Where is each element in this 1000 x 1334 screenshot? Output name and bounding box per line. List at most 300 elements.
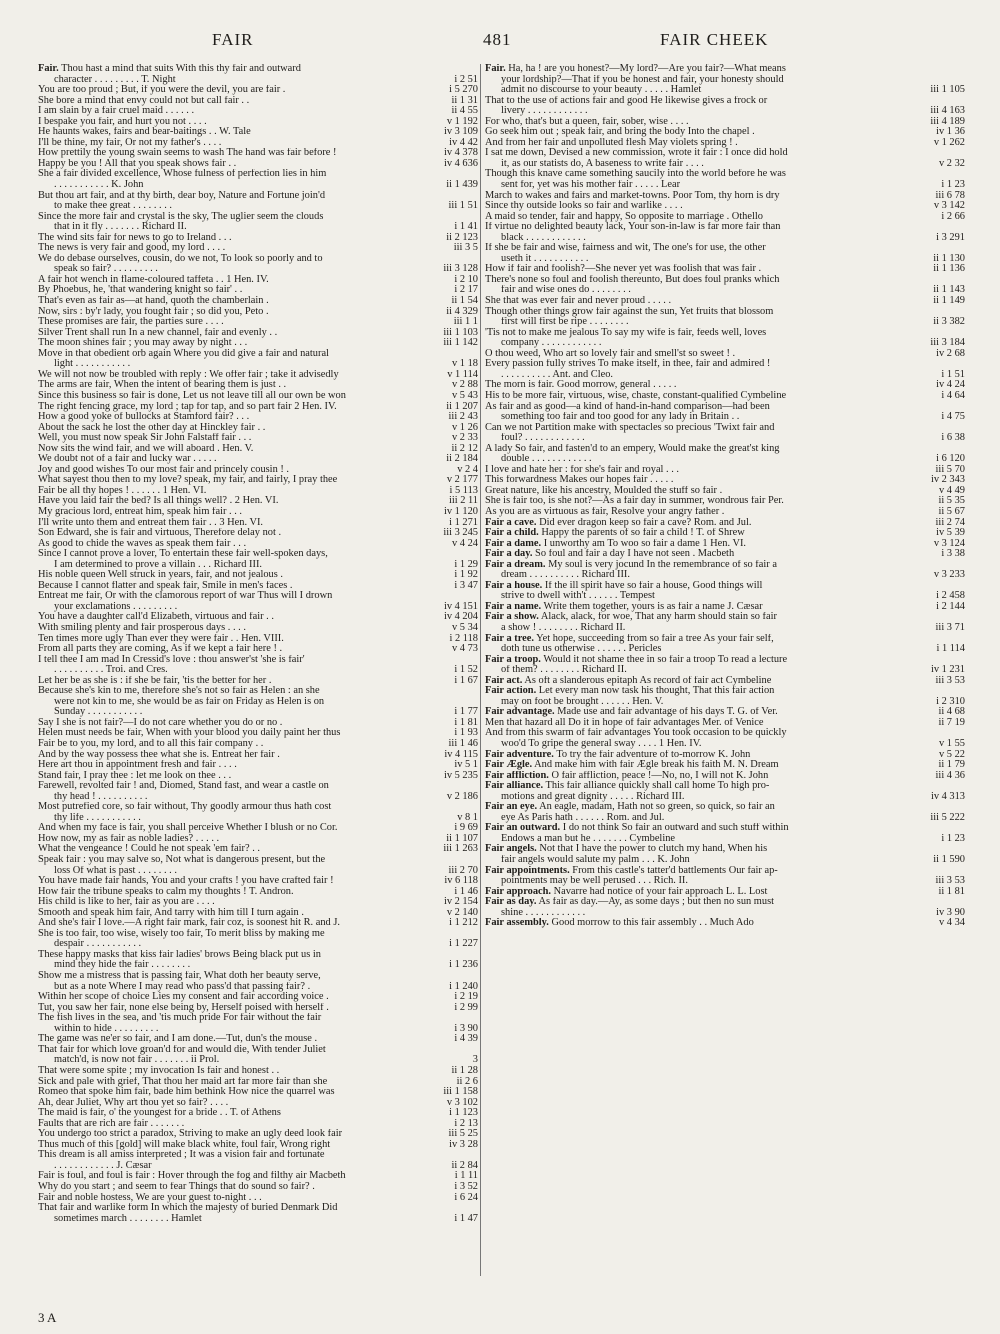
entry-text [38,834,442,845]
entry-text [38,307,442,318]
reference: iv 4 24 [936,379,965,391]
reference: v 4 34 [939,917,965,929]
entry-line [38,64,478,75]
quotation: From all parts they are coming, As if we kept a fair here ! . [38,644,283,655]
reference: iii 4 163 [930,105,965,117]
entry-text [38,1013,474,1024]
entry-line [485,781,965,792]
quotation: If the ill spirit have so fair a house, Good things will [544,580,763,591]
entry-line [38,254,478,265]
entry-text [485,307,961,318]
entry-line [485,539,965,550]
entry-text [38,328,439,339]
entry-line [485,602,965,613]
headword: Fair. [38,64,59,74]
entry-text [38,876,440,887]
entry-line [38,1034,478,1045]
entry-text [38,1150,474,1161]
entry-text [38,739,445,750]
reference [961,64,965,75]
entry-text [485,338,926,349]
reference: iii 3 53 [935,875,965,887]
entry-text [38,1087,439,1098]
quotation: of them? . . . . . . . . Richard II. [501,665,627,676]
quotation: The game was ne'er so fair, and I am done.—Tut, dun's the mouse . [38,1034,318,1045]
entry-line [485,222,965,233]
quotation: O fair affliction, peace !—No, no, I will not K. John [551,770,769,781]
reference: i 1 227 [449,938,478,950]
quotation: to make thee great . . . . . . . . [54,201,173,212]
entry-line [38,971,478,982]
quotation: He haunts wakes, fairs and bear-baitings . . W. Tale [38,127,251,138]
entry-text [38,1003,450,1014]
entry-line [485,465,965,476]
quotation: Fair be all thy hopes ! . . . . . . 1 Hen. VI. [38,485,207,496]
reference: v 3 124 [933,537,965,549]
entry-line [38,792,478,803]
columns [0,64,1000,1274]
quotation: O thou weed, Who art so lovely fair and smell'st so sweet ! . [485,348,736,359]
quotation: character . . . . . . . . . T. Night [54,74,176,85]
entry-line [38,169,478,180]
entry-text [38,106,447,117]
quotation: Now, sirs : by'r lady, you fought fair ; so did you, Peto . [38,306,269,317]
entry-text [38,560,450,571]
reference: ii 1 590 [933,854,965,866]
reference: v 4 73 [452,643,478,655]
quotation: She bore a mind that envy could not but call fair . . [38,95,250,106]
entry-line [485,739,965,750]
entry-line [38,591,478,602]
quotation: but as a note Where I may read who pass'd that passing fair? . [54,981,311,992]
entry-text [485,823,961,834]
reference: i 6 38 [941,432,965,444]
entry-line [38,718,478,729]
quotation: mind they hide the fair . . . . . . . . [54,960,191,971]
reference: iv 1 36 [936,126,965,138]
reference: i 1 67 [454,674,478,686]
entry-line [38,918,478,929]
quotation: Since this business so fair is done, Let us not leave till all our own be won [38,390,346,401]
entry-text [38,1108,445,1119]
reference: ii 1 136 [933,263,965,275]
headword: Fair a tree. [485,633,534,644]
quotation: Tut, you saw her fair, none else being by, Herself poised with herself . [38,1002,329,1013]
entry-line [485,117,965,128]
entry-line [38,191,478,202]
entry-line [38,908,478,919]
reference: i 1 23 [941,179,965,191]
entry-text [485,454,932,465]
entry-text [38,528,439,539]
entry-line [485,275,965,286]
reference: i 9 69 [454,822,478,834]
entry-line [38,1024,478,1035]
entry-line [485,496,965,507]
entry-line [485,191,965,202]
quotation: Fair and noble hostess, We are your guest to-night . . . [38,1192,262,1203]
quotation: foul? . . . . . . . . . . . . [501,433,585,444]
reference: iii 2 43 [448,411,478,423]
entry-text [485,370,937,381]
reference: iii 2 70 [448,864,478,876]
left-column [38,64,478,1224]
entry-line [485,728,965,739]
reference: i 6 120 [936,453,965,465]
reference: iv 3 90 [936,906,965,918]
entry-line [38,370,478,381]
entry-text [38,950,474,961]
quotation: Fair be to you, my lord, and to all this fair company . . [38,739,264,749]
entry-line [485,317,965,328]
entry-line [38,823,478,834]
entry-line [485,475,965,486]
entry-line [38,781,478,792]
entry-line [38,1055,478,1066]
reference: iii 3 53 [935,674,965,686]
entry-text [485,676,932,687]
entry-line [485,96,965,107]
quotation: Ah, dear Juliet, Why art thou yet so fair? . . . . [38,1097,229,1108]
entry-line [38,760,478,771]
headword: Fair alliance. [485,781,544,792]
entry-text [38,1214,450,1225]
reference: i 1 46 [454,885,478,897]
entry-text [485,254,929,265]
entry-text [38,750,440,761]
entry-text [38,254,474,265]
entry-line [38,813,478,824]
reference: i 4 64 [941,389,965,401]
entry-text [38,929,474,940]
entry-text [485,243,961,254]
entry-text [38,1034,450,1045]
reference: i 2 17 [454,284,478,296]
headword: Fair an eye. [485,802,538,813]
quotation: As fair and as good—a kind of hand-in-hand comparison—had been [485,401,770,412]
entry-text [38,982,445,993]
entry-line [485,254,965,265]
entry-line [38,117,478,128]
reference: i 3 90 [454,1022,478,1034]
reference: i 3 47 [454,579,478,591]
entry-text [485,760,934,771]
quotation: Happy be you ! All that you speak shows fair . . [38,158,237,169]
quotation: Joy and good wishes To our most fair and princely cousin ! . [38,464,290,475]
entry-line [485,665,965,676]
quotation: These happy masks that kiss fair ladies' brows Being black put us in [38,949,321,960]
quotation: I unworthy am To woo so fair a dame 1 Hen. VI. [543,538,747,549]
quotation: useth it . . . . . . . . . . . [501,253,589,264]
entry-text [38,1193,450,1204]
reference: ii 4 329 [446,305,478,317]
header-right-word: FAIR CHEEK [660,30,769,49]
entry-line [38,454,478,465]
entry-line [485,918,965,929]
entry-text [38,496,445,507]
quotation: 'Tis not to make me jealous To say my wife is fair, feeds well, loves [485,327,767,338]
entry-text [38,549,474,560]
quotation: That fair and warlike form In which the majesty of buried Denmark Did [38,1203,338,1214]
entry-line [485,307,965,318]
reference: iv 1 120 [443,505,478,517]
entry-line [38,201,478,212]
entry-line [38,96,478,107]
entry-text [38,697,474,708]
reference: iii 6 78 [935,189,965,201]
entry-text [485,570,930,581]
entry-line [38,1171,478,1182]
reference: i 1 52 [454,664,478,676]
entry-line [485,201,965,212]
entry-line [38,728,478,739]
entry-line [38,623,478,634]
quotation: And make him with fair Ægle break his faith M. N. Dream [534,760,779,771]
entry-text [38,634,446,645]
quotation: Every passion fully strives To make itself, in thee, fair and admired ! [485,359,771,370]
entry-line [38,1193,478,1204]
entry-line [485,528,965,539]
entry-text [38,623,448,634]
quotation: The fish lives in the sea, and 'tis much pride For fair without the fair [38,1013,322,1024]
quotation: Since the more fair and crystal is the sky, The uglier seem the clouds [38,211,324,222]
entry-line [38,581,478,592]
entry-text [485,85,926,96]
entry-line [485,718,965,729]
entry-line [38,349,478,360]
reference: iii 5 222 [930,811,965,823]
entry-text [38,581,450,592]
entry-text [38,518,445,529]
entry-text [38,1077,453,1088]
quotation: I sat me down, Devised a new commission, wrote it fair : I once did hold [485,148,788,159]
reference: iii 1 46 [448,738,478,749]
entry-line [38,159,478,170]
entry-text [485,148,961,159]
quotation: double . . . . . . . . . . . . [501,454,592,465]
reference: i 3 52 [454,1180,478,1192]
quotation: As good to chide the waves as speak them fair . . . [38,538,247,549]
entry-text [485,317,929,328]
reference: i 5 113 [449,484,478,496]
quotation: His to be more fair, virtuous, wise, chaste, constant-qualified Cymbeline [485,390,787,401]
entry-line [38,655,478,666]
quotation: Show me a mistress that is passing fair, What doth her beauty serve, [38,971,321,982]
entry-text [38,939,445,950]
entry-line [485,148,965,159]
entry-line [38,1087,478,1098]
headword: Fair. [485,64,506,74]
reference: ii 1 79 [938,759,965,771]
reference: iv 6 118 [444,875,478,887]
reference: i 2 144 [936,600,965,612]
headword: Fair a name. [485,601,542,612]
entry-text [485,423,961,434]
entry-line [38,1045,478,1056]
reference: ii 2 6 [456,1075,478,1087]
entry-text [38,1161,447,1172]
quotation: Now sits the wind fair, and we will aboard . Hen. V. [38,443,254,454]
reference: iii 2 11 [448,495,478,507]
reference: ii 3 382 [933,316,965,328]
entry-text [485,813,926,824]
entry-text [38,338,439,349]
entry-text [38,475,443,486]
entry-line [485,233,965,244]
headword: Fair as day. [485,897,537,908]
entry-text [38,433,448,444]
entry-line [485,887,965,898]
reference: ii 1 130 [933,252,965,264]
quotation: She is too fair, too wise, wisely too fair, To merit bliss by making me [38,928,325,939]
entry-line [38,1066,478,1077]
reference: iv 4 115 [444,748,478,760]
quotation: How fair the tribune speaks to calm my thoughts ! T. Andron. [38,886,294,897]
entry-text [38,507,440,518]
reference: iii 1 51 [448,200,478,212]
reference: iv 4 636 [443,157,478,169]
entry-text [38,233,442,244]
entry-text [38,612,440,623]
quotation: Romeo that spoke him fair, bade him bethink How nice the quarrel was [38,1087,335,1098]
reference: v 2 4 [457,463,478,475]
entry-line [485,75,965,86]
quotation: And from this swarm of fair advantages You took occasion to be quickly [485,728,787,739]
entry-text [485,549,937,560]
quotation: shine . . . . . . . . . . . . [501,907,586,918]
entry-text [485,391,937,402]
reference: v 4 49 [939,484,965,496]
entry-line [38,85,478,96]
entry-text [38,1171,451,1182]
entry-line [38,887,478,898]
quotation: Because she's kin to me, therefore she's not so fair as Helen : an she [38,686,320,697]
quotation: And she's fair I love.—A right fair mark, fair coz, is soonest hit R. and J. [38,918,340,929]
entry-line [38,380,478,391]
quotation: You are too proud ; But, if you were the devil, you are fair . [38,85,286,96]
entry-text [38,760,450,771]
entry-text [38,191,474,202]
page-number: 481 [483,30,512,49]
quotation: His child is like to her, fair as you are . . . . [38,897,215,908]
quotation: Stand fair, I pray thee : let me look on thee . . . [38,770,232,781]
entry-text [38,243,450,254]
entry-text [485,507,934,518]
quotation: The arms are fair, When the intent of bearing them is just . . [38,380,287,391]
reference: iii 3 128 [443,263,478,275]
reference: v 1 192 [446,115,478,127]
quotation: Well, you must now speak Sir John Falstaff fair . . . [38,433,252,444]
entry-text [38,275,450,286]
quotation: I am slain by a fair cruel maid . . . . . . [38,106,195,117]
entry-line [485,581,965,592]
reference: v 3 233 [933,569,965,581]
quotation: If she be fair and wise, fairness and wit, The one's for use, the other [485,243,766,254]
reference: v 1 114 [447,368,478,380]
headword: Fair a child. [485,528,539,539]
reference: i 1 123 [449,1107,478,1119]
entry-text [485,855,929,866]
entry-text [38,222,450,233]
quotation: I am determined to prove a villain . . . Richard III. [54,559,263,570]
quotation: first will first be ripe . . . . . . . . [501,317,629,328]
entry-line [38,929,478,940]
quotation: Happy the parents of so fair a child ! T. of Shrew [541,528,745,539]
entry-text [485,591,932,602]
quotation: And from her fair and unpolluted flesh May violets spring ! . [485,137,738,148]
quotation: I tell thee I am mad In Cressid's love : thou answer'st 'she is fair' [38,654,305,665]
headword: Fair a day. [485,549,533,560]
entry-text [38,897,440,908]
entry-line [38,243,478,254]
entry-line [38,528,478,539]
entry-text [38,1098,443,1109]
reference: iii 3 245 [443,527,478,539]
entry-line [485,908,965,919]
entry-line [38,222,478,233]
quotation: How prettily the young swain seems to wash The hand was fair before ! [38,148,337,159]
entry-line [38,876,478,887]
entry-line [38,1003,478,1014]
reference: v 1 262 [933,136,965,148]
reference: i 2 310 [936,695,965,707]
reference: i 1 92 [454,569,478,581]
entry-line [485,169,965,180]
entry-text [485,792,927,803]
reference: iii 1 263 [443,843,478,855]
reference: i 1 29 [454,558,478,570]
column-divider [480,64,481,1276]
entry-line [38,570,478,581]
entry-text [485,264,929,275]
entry-text [485,138,930,149]
entry-line [38,1129,478,1140]
quotation: By Phoebus, he, 'that wandering knight so fair' . . [38,285,243,296]
entry-line [38,486,478,497]
entry-text [38,370,443,381]
reference: i 1 47 [454,1212,478,1224]
quotation: Great nature, like his ancestry, Moulded the stuff so fair . [485,485,723,496]
reference: i 2 10 [454,273,478,285]
entry-line [38,1013,478,1024]
reference: i 1 271 [449,516,478,528]
quotation: For who, that's but a queen, fair, sober, wise . . . . [485,116,689,127]
quotation: If virtue no delighted beauty lack, Your son-in-law is far more fair than [485,222,781,233]
reference: ii 4 55 [451,105,478,117]
reference: iv 4 313 [930,790,965,802]
reference: iv 4 151 [443,600,478,612]
entry-line [485,707,965,718]
entry-line [485,64,965,75]
entry-line [38,212,478,223]
reference: ii 1 149 [933,295,965,307]
quotation: Since thy outside looks so fair and warlike . . . . [485,201,683,212]
quotation: Write them together, yours is as fair a name J. Cæsar [543,601,763,612]
quotation: eye As Paris hath . . . . . . Rom. and Jul. [501,812,665,823]
quotation: We will not now be troubled with reply : We offer fair ; take it advisedly [38,369,339,380]
quotation: We doubt not of a fair and lucky war . . . . . [38,454,217,465]
entry-line [485,391,965,402]
entry-line [485,159,965,170]
quotation: company . . . . . . . . . . . . [501,338,602,349]
entry-text [485,623,932,634]
entry-text [485,602,932,613]
quotation: I'll write unto them and entreat them fair . . 3 Hen. VI. [38,517,264,528]
quotation: Entreat me fair, Or with the clamorous report of war Thus will I drown [38,591,333,602]
reference: v 2 32 [939,157,965,169]
headword: Fair a dame. [485,538,542,549]
quotation: sent for, yet was his mother fair . . . . . Lear [501,180,681,191]
